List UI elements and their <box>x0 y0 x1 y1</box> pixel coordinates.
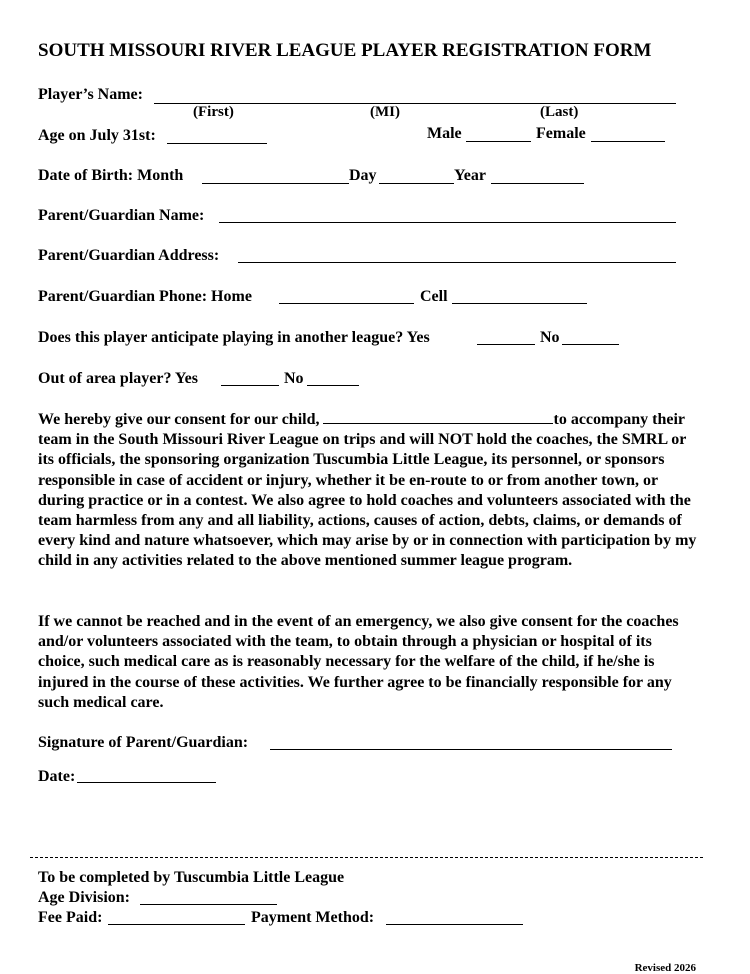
other-league-yes-field[interactable] <box>477 344 535 345</box>
female-field[interactable] <box>591 141 665 142</box>
guardian-home-phone-label: Parent/Guardian Phone: Home <box>38 288 252 305</box>
other-league-no-label: No <box>540 329 560 346</box>
emergency-paragraph: If we cannot be reached and in the event of an emergency, we also give consent for the coaches and/or volunteers associated with the team, to obtain through a physician or hospital of its choice, such medical care as is reasonably necessary for the welfare of the child, if he/she is injured in the course of these activities. We further agree to be financially responsible for any such medical care. <box>38 613 679 711</box>
last-name-caption: (Last) <box>540 104 579 120</box>
guardian-cell-label: Cell <box>420 288 448 305</box>
cut-line-divider <box>30 857 703 858</box>
dob-month-field[interactable] <box>202 183 349 184</box>
age-division-field[interactable] <box>140 904 277 905</box>
out-of-area-no-field[interactable] <box>307 385 359 386</box>
signature-label: Signature of Parent/Guardian: <box>38 734 249 751</box>
first-name-caption: (First) <box>193 104 234 120</box>
date-label: Date: <box>38 768 76 785</box>
consent-body: to accompany their team in the South Missouri River League on trips and will NOT hold the coaches, the SMRL or its officials, the sponsoring organization Tuscumbia Little League, its personnel, or sponsors responsible in case of accident or injury, whether it be en-route to or from another town, or during practice or in a contest. We also agree to hold coaches and volunteers associated with the team harmless from any and all liability, actions, causes of action, debts, claims, or demands of every kind and nature whatsoever, which may arise by or in connection with participation by my child in any activities related to the above mentioned summer league program. <box>38 411 697 570</box>
guardian-name-field[interactable] <box>219 222 676 223</box>
date-field[interactable] <box>77 782 216 783</box>
other-league-question: Does this player anticipate playing in another league? Yes <box>38 329 430 346</box>
child-name-field[interactable] <box>323 409 553 424</box>
other-league-no-field[interactable] <box>562 344 619 345</box>
guardian-name-label: Parent/Guardian Name: <box>38 207 205 224</box>
fee-paid-label: Fee Paid: <box>38 909 103 926</box>
male-label: Male <box>427 125 462 142</box>
dob-month-label: Date of Birth: Month <box>38 167 184 184</box>
age-field[interactable] <box>167 143 267 144</box>
form-title: SOUTH MISSOURI RIVER LEAGUE PLAYER REGISTRATION FORM <box>38 40 652 61</box>
out-of-area-no-label: No <box>284 370 304 387</box>
signature-field[interactable] <box>270 749 672 750</box>
dob-day-field[interactable] <box>379 183 454 184</box>
middle-initial-caption: (MI) <box>370 104 400 120</box>
payment-method-label: Payment Method: <box>251 909 375 926</box>
guardian-address-label: Parent/Guardian Address: <box>38 247 220 264</box>
out-of-area-yes-field[interactable] <box>221 385 279 386</box>
male-field[interactable] <box>466 141 531 142</box>
fee-paid-field[interactable] <box>108 924 245 925</box>
dob-year-label: Year <box>454 167 486 184</box>
office-use-heading: To be completed by Tuscumbia Little League <box>38 869 345 886</box>
age-label: Age on July 31st: <box>38 127 156 144</box>
payment-method-field[interactable] <box>386 924 523 925</box>
consent-paragraph <box>38 409 698 572</box>
age-division-label: Age Division: <box>38 889 130 906</box>
guardian-address-field[interactable] <box>238 262 676 263</box>
guardian-home-phone-field[interactable] <box>279 303 414 304</box>
player-name-label: Player’s Name: <box>38 86 143 103</box>
dob-day-label: Day <box>349 167 377 184</box>
dob-year-field[interactable] <box>491 183 584 184</box>
guardian-cell-field[interactable] <box>452 303 587 304</box>
out-of-area-question: Out of area player? Yes <box>38 370 198 387</box>
revision-note: Revised 2026 <box>634 962 696 974</box>
consent-intro: We hereby give our consent for our child, <box>38 411 320 428</box>
female-label: Female <box>536 125 586 142</box>
